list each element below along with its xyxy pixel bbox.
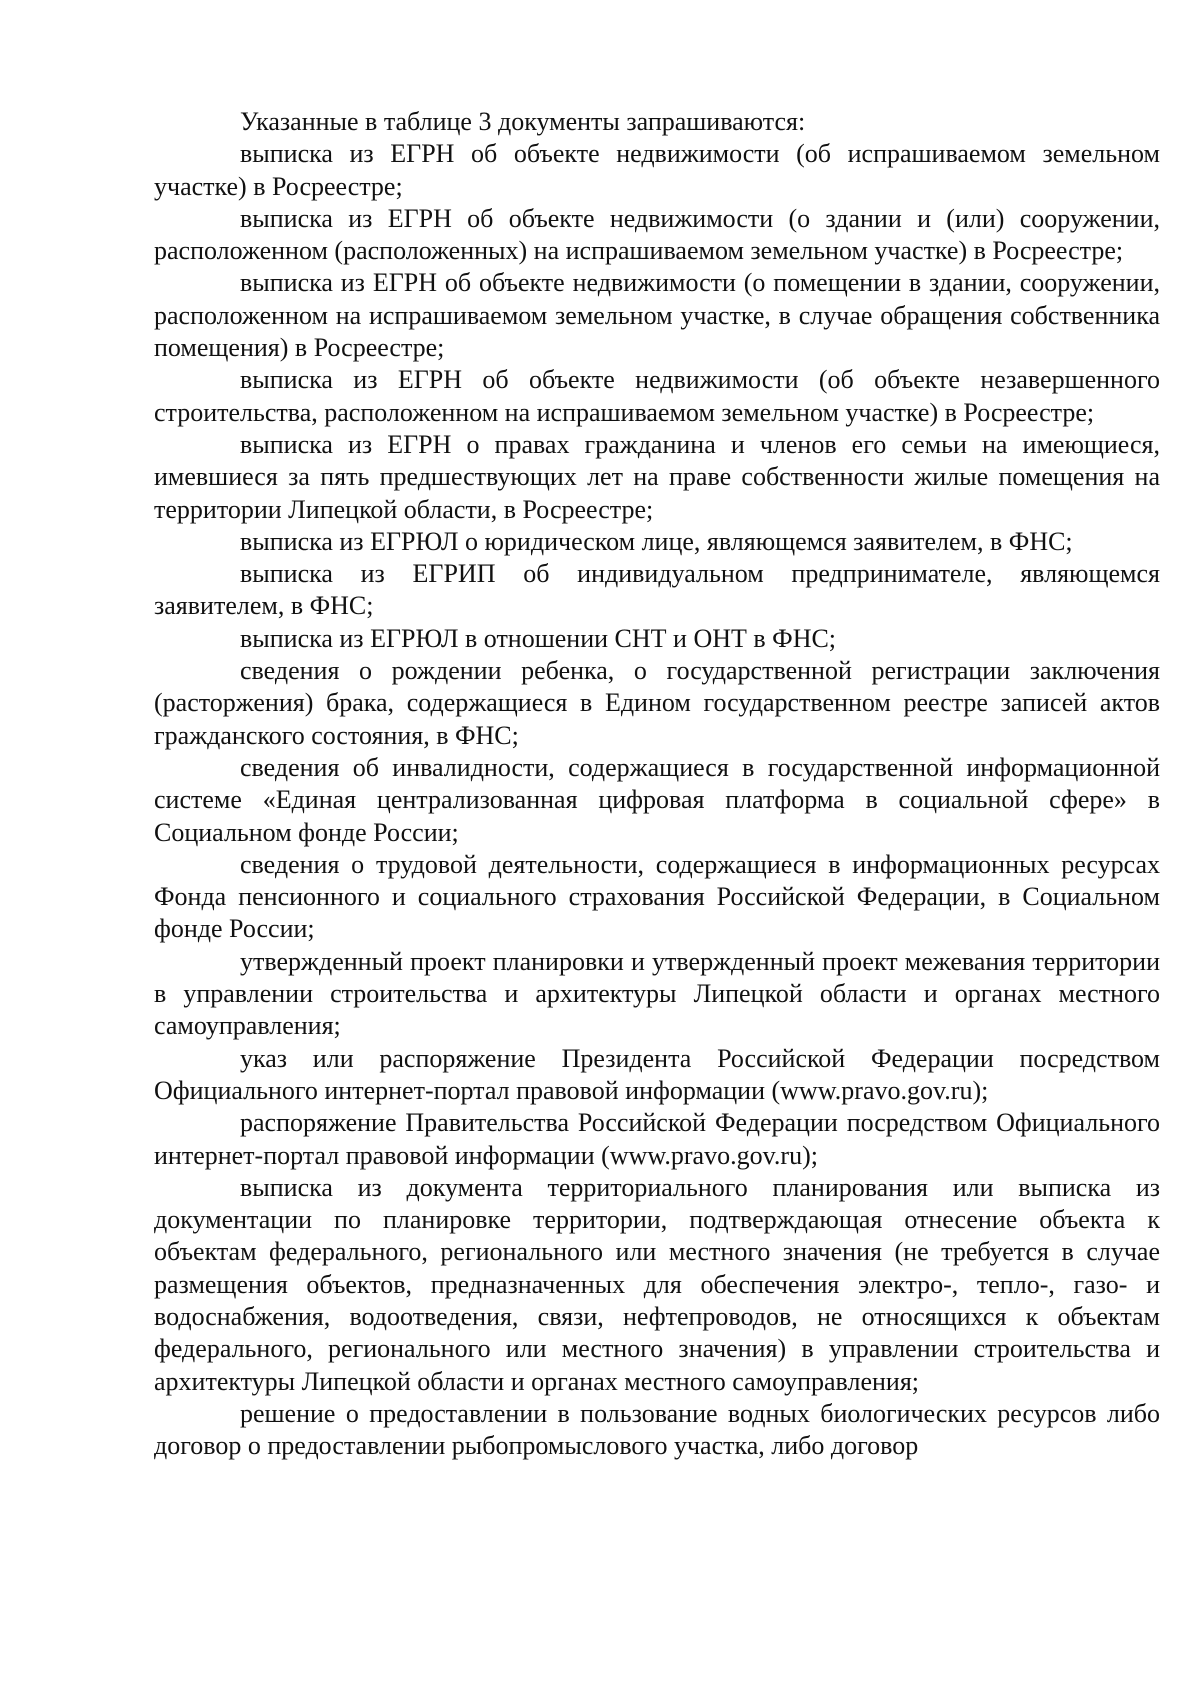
list-item-egrul-legal-entity: выписка из ЕГРЮЛ о юридическом лице, являющемся заявителем, в ФНС; [240, 526, 1073, 556]
list-item-government-order: распоряжение Правительства Российской Федерации посредством Официального интернет-портал правовой информации (www.pravo.gov.ru); [154, 1108, 1160, 1170]
list-item-employment-info: сведения о трудовой деятельности, содержащиеся в информационных ресурсах Фонда пенсионного и социального страхования Российской Федерации, в Социальном фонде России; [154, 849, 1160, 944]
list-item-egrn-premises: выписка из ЕГРН об объекте недвижимости (о помещении в здании, сооружении, расположенном на испрашиваемом земельном участке, в случае обращения собственника помещения) в Росреестре; [154, 268, 1160, 363]
list-item-egrip-entrepreneur: выписка из ЕГРИП об индивидуальном предпринимателе, являющемся заявителем, в ФНС; [154, 559, 1160, 621]
document-page [154, 106, 1160, 1462]
list-item-water-resources-decision: решение о предоставлении в пользование водных биологических ресурсов либо договор о предоставлении рыбопромыслового участка, либо договор [154, 1398, 1160, 1461]
list-item-president-decree: указ или распоряжение Президента Российской Федерации посредством Официального интернет-портал правовой информации (www.pravo.gov.ru); [154, 1043, 1160, 1105]
list-item-disability-info: сведения об инвалидности, содержащиеся в государственной информационной системе «Единая централизованная цифровая платформа в социальной сфере» в Социальном фонде России; [154, 752, 1160, 847]
list-item-egrul-snt-ont: выписка из ЕГРЮЛ в отношении СНТ и ОНТ в ФНС; [240, 623, 837, 653]
list-item-territorial-planning-extract: выписка из документа территориального планирования или выписка из документации по планировке территории, подтверждающая отнесение объекта к объектам федерального, регионального или местного значения (не требуется в случае размещения объектов, предназначенных для обеспечения электро-, тепло-, газо- и водоснабжения, водоотведения, связи, нефтепроводов, не относящихся к объектам федерального, регионального или местного значения) в управлении строительства и архитектуры Липецкой области и органах местного самоуправления; [154, 1172, 1160, 1396]
intro-paragraph: Указанные в таблице 3 документы запрашиваются: [240, 107, 806, 136]
list-item-egrn-citizen-rights: выписка из ЕГРН о правах гражданина и членов его семьи на имеющиеся, имевшиеся за пять предшествующих лет на праве собственности жилые помещения на территории Липецкой области, в Росреестре; [154, 429, 1160, 524]
list-item-egrn-unfinished-construction: выписка из ЕГРН об объекте недвижимости (об объекте незавершенного строительства, расположенном на испрашиваемом земельном участке) в Росреестре; [154, 365, 1160, 427]
list-item-egrn-land-plot: выписка из ЕГРН об объекте недвижимости (об испрашиваемом земельном участке) в Росреестре; [154, 139, 1160, 201]
list-item-civil-status-records: сведения о рождении ребенка, о государственной регистрации заключения (расторжения) брака, содержащиеся в Едином государственном реестре записей актов гражданского состояния, в ФНС; [154, 656, 1160, 750]
list-item-egrn-building: выписка из ЕГРН об объекте недвижимости (о здании и (или) сооружении, расположенном (расположенных) на испрашиваемом земельном участке) в Росреестре; [154, 203, 1160, 266]
list-item-planning-project: утвержденный проект планировки и утвержденный проект межевания территории в управлении строительства и архитектуры Липецкой области и органах местного самоуправления; [154, 946, 1160, 1041]
